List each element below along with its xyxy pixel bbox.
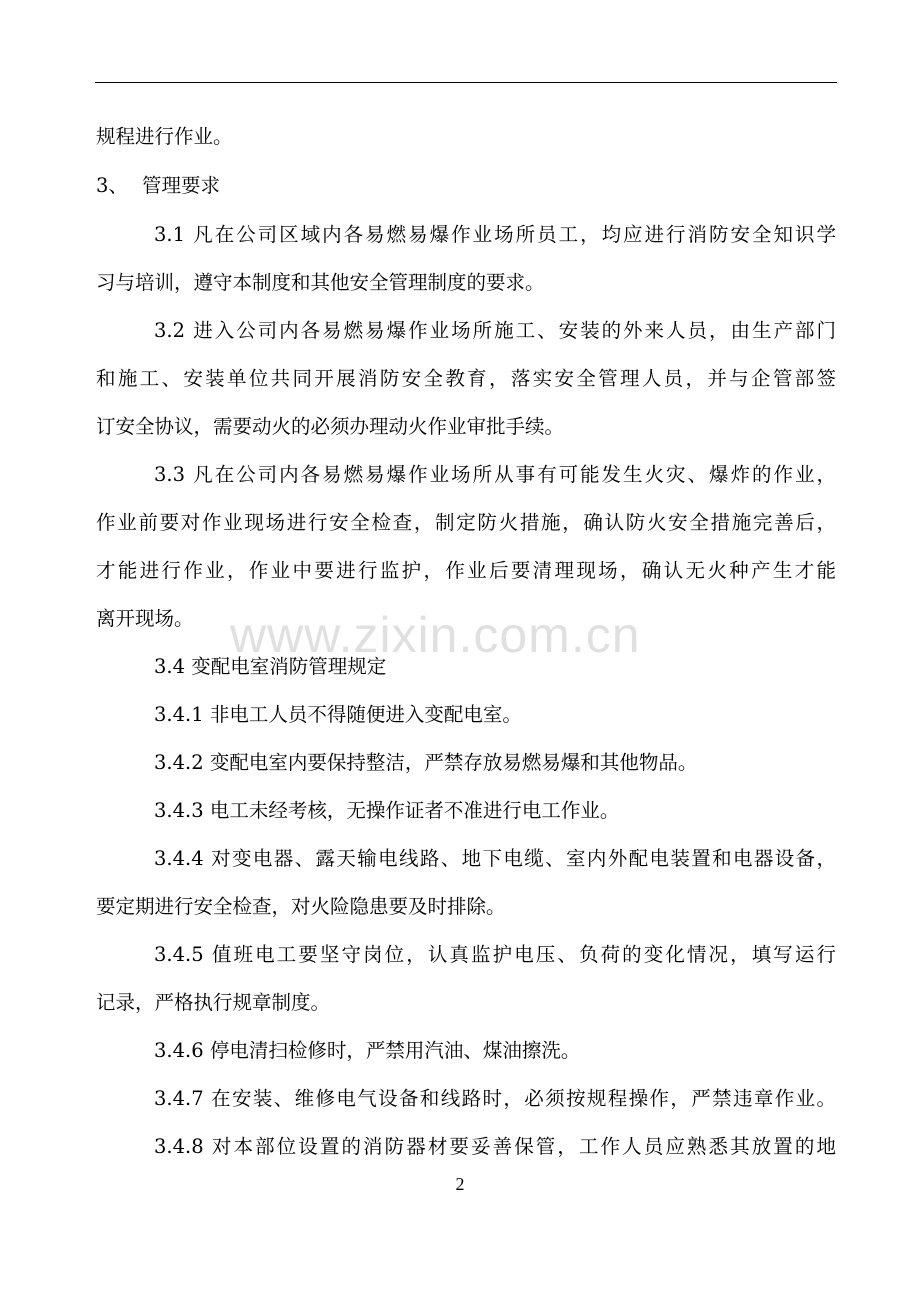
text-line: 作业前要对作业现场进行安全检查，制定防火措施，确认防火安全措施完善后， [96, 511, 836, 534]
text-line: 3.2 进入公司内各易燃易爆作业场所施工、安装的外来人员，由生产部门 [154, 319, 836, 342]
section-heading [96, 174, 220, 198]
text-line: 规程进行作业。 [96, 125, 233, 148]
text-line: 3.4.5 值班电工要坚守岗位，认真监护电压、负荷的变化情况，填写运行 [154, 943, 836, 966]
text-line: 习与培训，遵守本制度和其他安全管理制度的要求。 [96, 271, 545, 294]
watermark: www.zixin.com.cn [230, 607, 641, 663]
text-line: 记录，严格执行规章制度。 [96, 991, 331, 1014]
text-line: 离开现场。 [96, 607, 194, 630]
text-line: 3.4.3 电工未经考核，无操作证者不准进行电工作业。 [154, 799, 620, 822]
text-line: 3.4.7 在安装、维修电气设备和线路时，必须按规程操作，严禁违章作业。 [154, 1087, 836, 1110]
text-line: 要定期进行安全检查，对火险隐患要及时排除。 [96, 895, 506, 918]
text-line: 3.1 凡在公司区域内各易燃易爆作业场所员工，均应进行消防安全知识学 [154, 223, 836, 246]
text-line: 3.3 凡在公司内各易燃易爆作业场所从事有可能发生火灾、爆炸的作业， [154, 463, 836, 486]
text-line: 3.4.4 对变电器、露天输电线路、地下电缆、室内外配电装置和电器设备， [154, 847, 836, 870]
text-line: 3.4.8 对本部位设置的消防器材要妥善保管，工作人员应熟悉其放置的地 [154, 1135, 836, 1158]
section-number: 3、 [96, 174, 128, 197]
text-line: 3.4.6 停电清扫检修时，严禁用汽油、煤油擦洗。 [154, 1039, 581, 1062]
header-rule [95, 82, 837, 83]
text-line: 才能进行作业，作业中要进行监护，作业后要清理现场，确认无火种产生才能 [96, 559, 836, 582]
text-line: 3.4.2 变配电室内要保持整洁，严禁存放易燃易爆和其他物品。 [154, 751, 698, 774]
text-line: 订安全协议，需要动火的必须办理动火作业审批手续。 [96, 415, 565, 438]
text-line: 和施工、安装单位共同开展消防安全教育，落实安全管理人员，并与企管部签 [96, 367, 836, 390]
text-line: 3.4 变配电室消防管理规定 [154, 655, 387, 678]
text-line: 3.4.1 非电工人员不得随便进入变配电室。 [154, 703, 522, 726]
section-title: 管理要求 [142, 174, 221, 197]
page-number: 2 [455, 1174, 465, 1194]
